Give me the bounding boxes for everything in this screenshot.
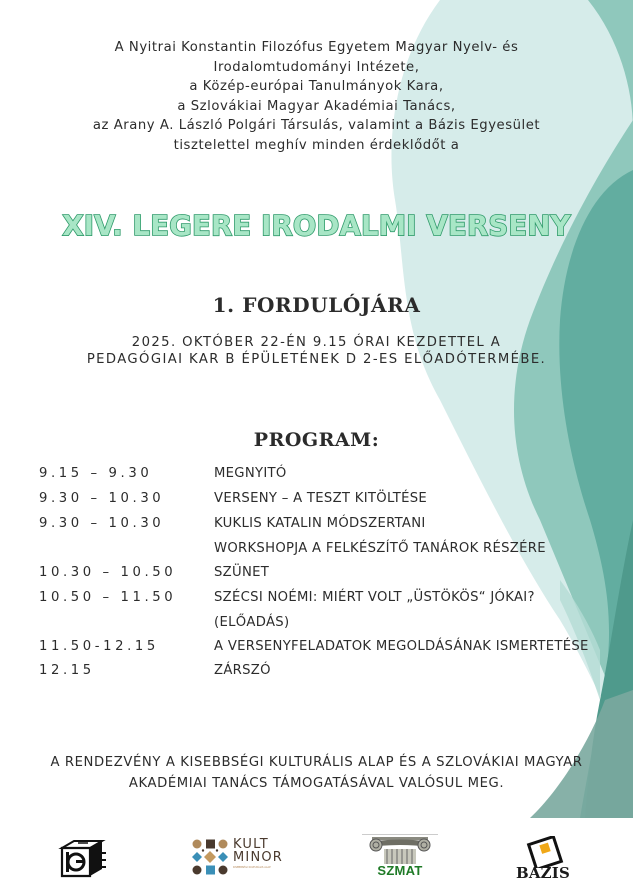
kult-minor-line2: MINOR: [233, 850, 284, 865]
support-notice: [0, 752, 633, 794]
schedule-row: [0, 466, 633, 490]
kult-minor-logo: [191, 838, 291, 876]
sponsor-logos: [0, 820, 633, 895]
bazis-label: BAZIS: [515, 864, 571, 882]
event-info-line: 2025. OKTÓBER 22-ÉN 9.15 ÓRAI KEZDETTEL A: [131, 335, 502, 350]
kult-minor-line1: KULT: [233, 837, 269, 852]
round-title: 1. FORDULÓJÁRA: [212, 293, 421, 317]
schedule-row: [0, 590, 633, 614]
intro-line: az Arany A. László Polgári Társulás, valamint a Bázis Egyesület: [92, 118, 541, 133]
schedule-time: 10.50 – 11.50: [39, 590, 177, 605]
kult-minor-pattern-icon: [191, 838, 229, 876]
support-line: AKADÉMIAI TANÁCS TÁMOGATÁSÁVAL VALÓSUL MEG.: [128, 776, 505, 791]
schedule-time: 9.15 – 9.30: [39, 466, 153, 481]
support-line: A RENDEZVÉNY A KISEBBSÉGI KULTURÁLIS ALAP ÉS A SZLOVÁKIAI MAGYAR: [50, 755, 583, 770]
schedule-description: (ELŐADÁS): [214, 615, 290, 630]
program-heading: PROGRAM:: [253, 429, 380, 451]
schedule-description: A VERSENYFELADATOK MEGOLDÁSÁNAK ISMERTETÉSE: [214, 639, 589, 654]
intro-line: A Nyitrai Konstantin Filozófus Egyetem Magyar Nyelv- és: [114, 40, 519, 55]
intro-text: [0, 38, 633, 155]
schedule-description: WORKSHOPJA A FELKÉSZÍTŐ TANÁROK RÉSZÉRE: [214, 541, 546, 556]
intro-line: Irodalomtudományi Intézete,: [213, 59, 420, 75]
ionic-column-icon: [362, 834, 438, 864]
schedule-description: SZÉCSI NOÉMI: MIÉRT VOLT „ÜSTÖKÖS“ JÓKAI?: [214, 590, 535, 605]
schedule-row: [0, 541, 633, 565]
schedule-description: VERSENY – A TESZT KITÖLTÉSE: [214, 491, 428, 506]
schedule-time: 12.15: [39, 663, 95, 678]
schedule-description: ZÁRSZÓ: [214, 663, 271, 678]
schedule-time: 9.30 – 10.30: [39, 491, 165, 506]
ge-logo: [58, 838, 108, 878]
intro-line: tisztelettel meghív minden érdeklődőt a: [173, 137, 460, 153]
szmat-logo: [362, 834, 438, 882]
ge-cube-logo-icon: [58, 838, 108, 878]
main-title: XIV. LEGERE IRODALMI VERSENY: [62, 210, 571, 242]
event-info: [0, 334, 633, 368]
schedule-row: [0, 516, 633, 540]
schedule-row: [0, 491, 633, 515]
schedule-time: 9.30 – 10.30: [39, 516, 165, 531]
schedule-row: [0, 663, 633, 687]
schedule-time: 11.50-12.15: [39, 639, 159, 654]
schedule-row: [0, 639, 633, 663]
schedule-time: 10.30 – 10.50: [39, 565, 177, 580]
intro-line: a Szlovákiai Magyar Akadémiai Tanács,: [177, 98, 456, 114]
kult-minor-wordmark: [233, 838, 283, 864]
event-info-line: PEDAGÓGIAI KAR B ÉPÜLETÉNEK D 2-ES ELŐADÓTERMÉBE.: [86, 352, 547, 367]
szmat-label: SZMAT: [377, 863, 423, 878]
kult-minor-subtitle: KISEBBSÉGI KULTURÁLIS ALAP: [233, 866, 271, 869]
schedule-row: [0, 565, 633, 589]
schedule-row: [0, 615, 633, 639]
schedule-description: SZÜNET: [214, 565, 270, 580]
schedule-description: MEGNYITÓ: [214, 466, 287, 481]
bazis-logo: [512, 836, 574, 884]
intro-line: a Közép-európai Tanulmányok Kara,: [189, 79, 444, 94]
schedule-description: KUKLIS KATALIN MÓDSZERTANI: [214, 516, 426, 531]
